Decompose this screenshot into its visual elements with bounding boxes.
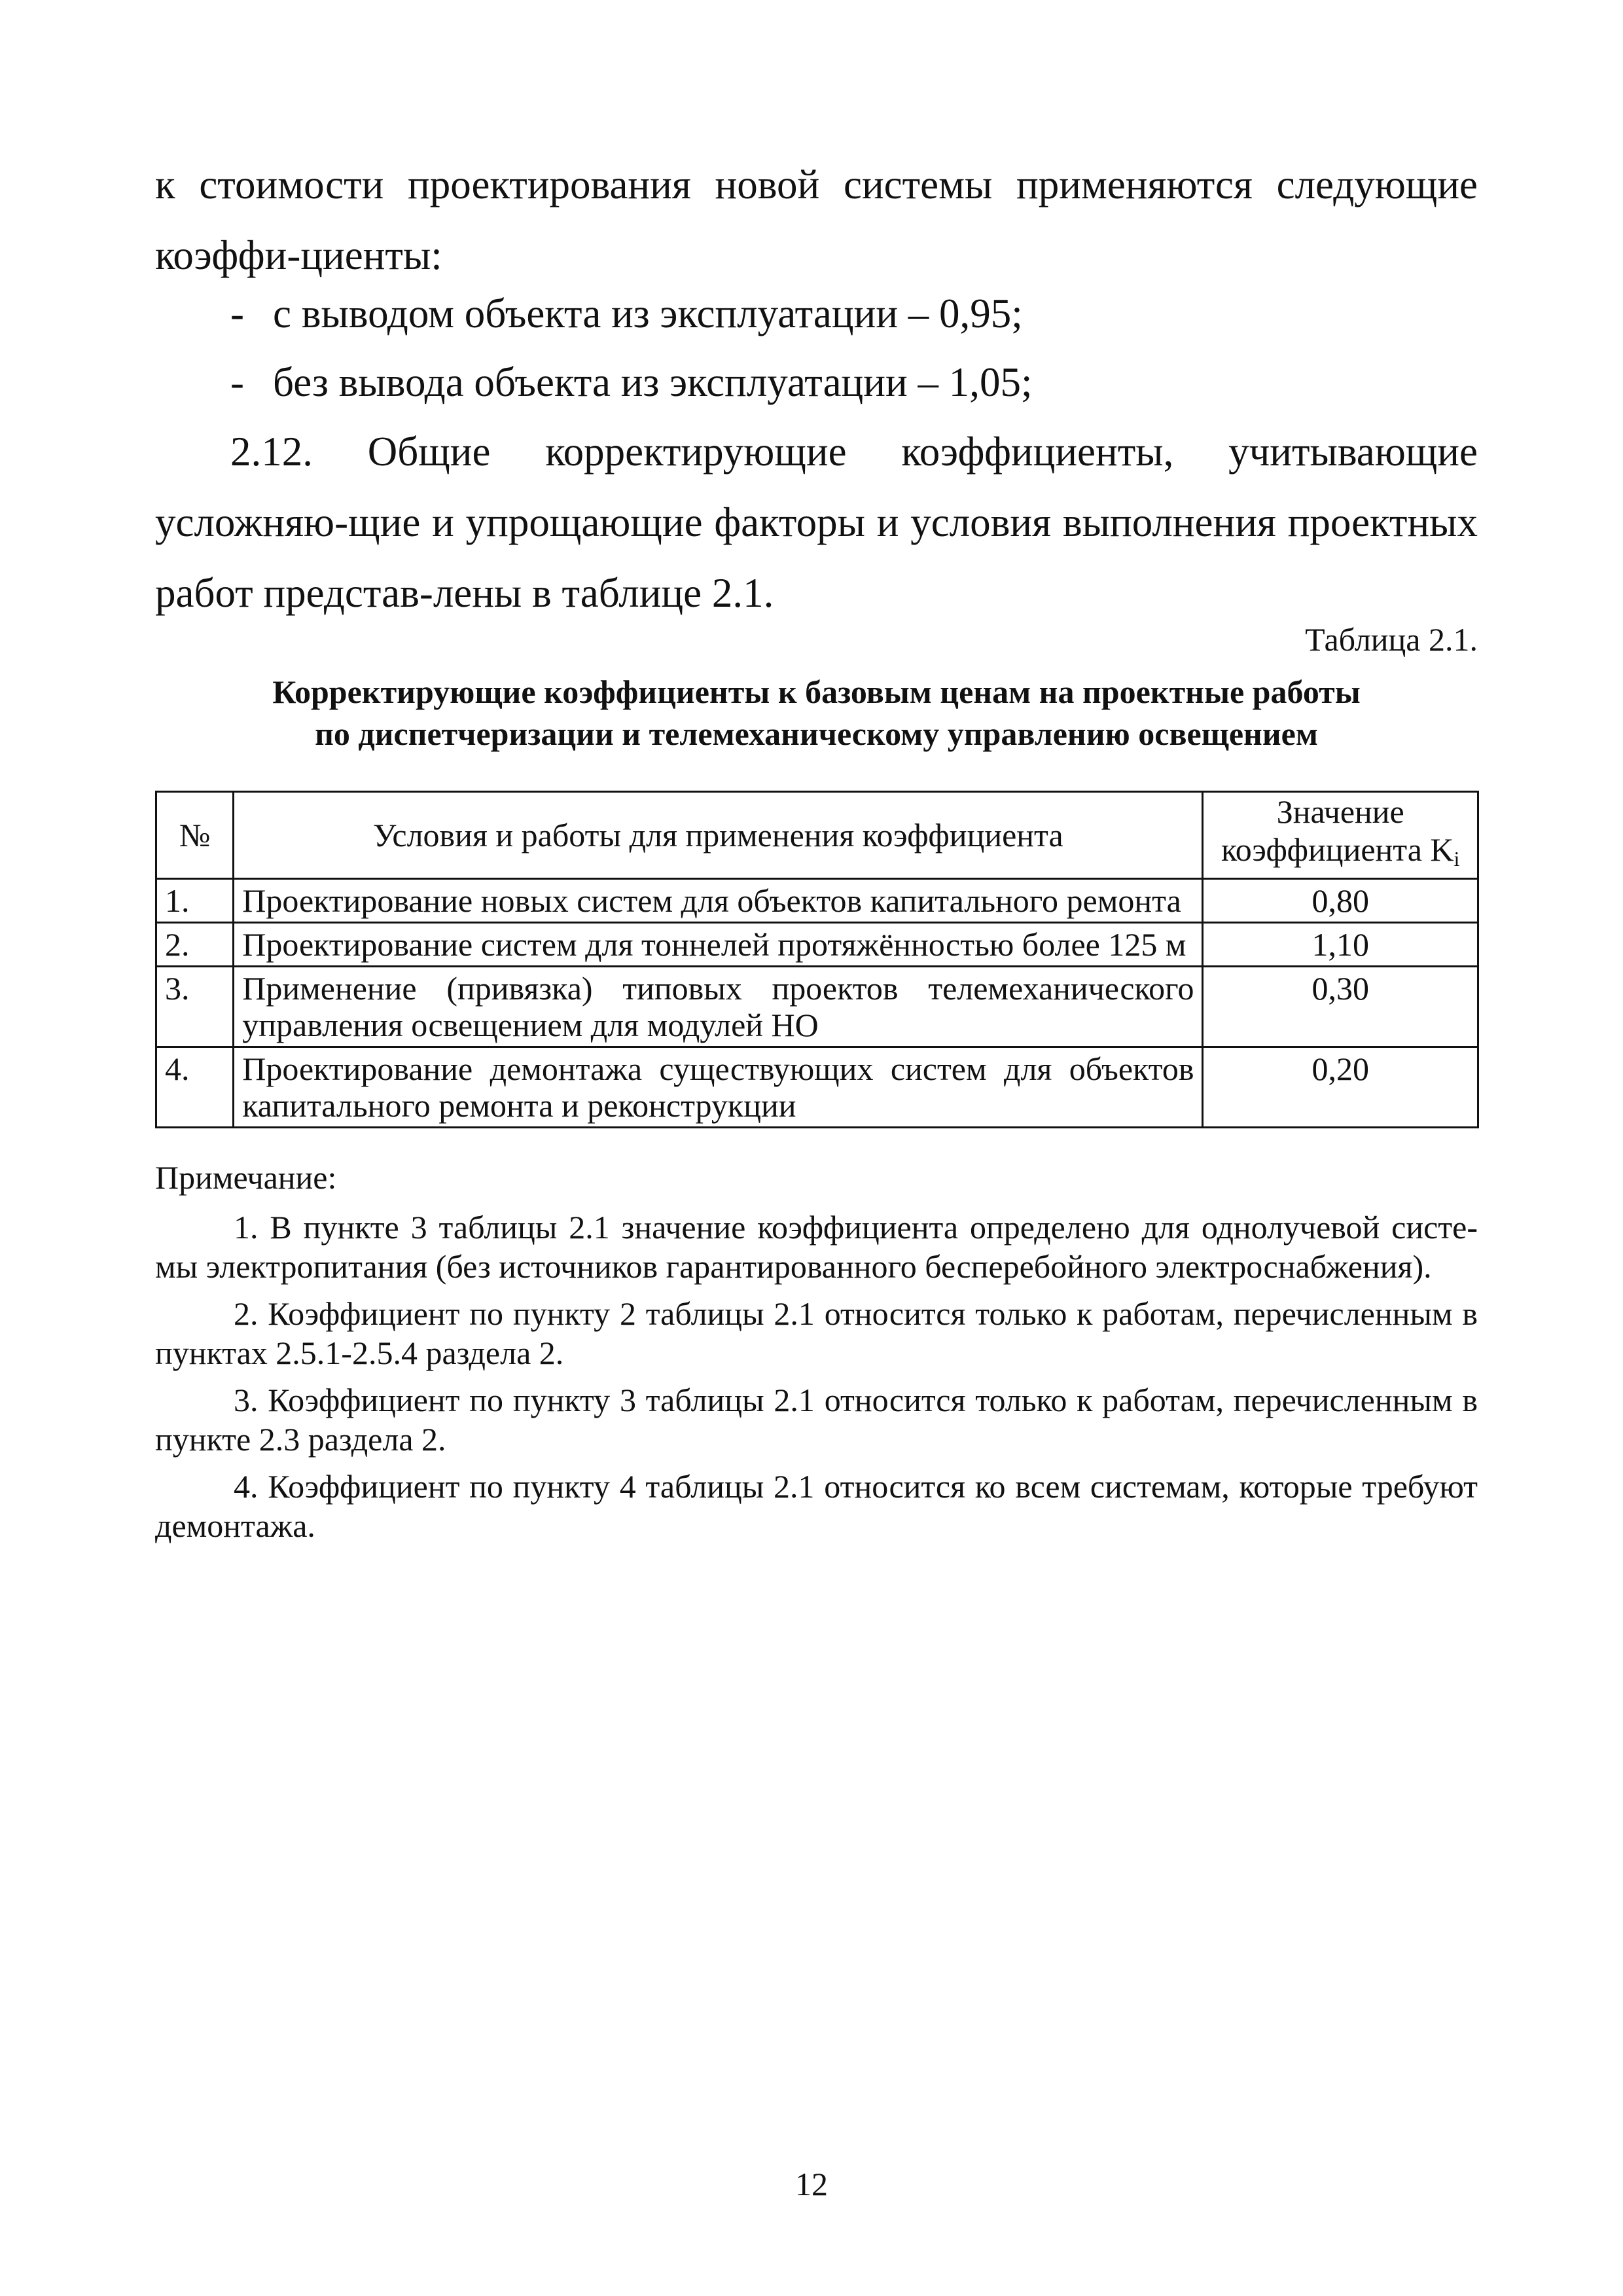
note-item: 4. Коэффициент по пункту 4 таблицы 2.1 относится ко всем системам, которые требуют демонтажа. [155,1468,1478,1544]
row-value: 0,20 [1203,1047,1478,1128]
row-num: 2. [156,923,234,967]
header-num: № [156,792,234,879]
row-conditions: Применение (привязка) типовых проектов телемеханического управления освещением для модулей НО [234,967,1203,1047]
table-label: Таблица 2.1. [1305,621,1478,658]
header-value-line: Значение [1276,793,1404,830]
row-value: 1,10 [1203,923,1478,967]
list-text: с выводом объекта из эксплуатации – 0,95; [273,291,1023,336]
row-conditions: Проектирование демонтажа существующих систем для объектов капитального ремонта и реконструкции [234,1047,1203,1128]
note-item: 3. Коэффициент по пункту 3 таблицы 2.1 относится только к работам, перечисленным в пункте 2.3 раздела 2. [155,1382,1478,1458]
paragraph-2-12: 2.12. Общие корректирующие коэффициенты, учитывающие усложняю-щие и упрощающие факторы и условия выполнения проектных работ представ-лены в таблице 2.1. [155,429,1478,616]
table-title [155,671,1478,755]
header-value-line [1211,831,1469,878]
row-value: 0,30 [1203,967,1478,1047]
header-value-text: коэффициента K [1221,831,1454,868]
table-header-row [156,792,1478,879]
table-row [156,923,1478,967]
note-item: 1. В пункте 3 таблицы 2.1 значение коэффициента определено для однолучевой систе-мы электропитания (без источников гарантированного бесперебойного электроснабжения). [155,1209,1478,1285]
table-row [156,967,1478,1047]
coefficients-table [155,791,1479,1128]
table-row [156,1047,1478,1128]
header-value-subscript: i [1454,847,1460,870]
list-dash: - [230,291,244,336]
row-num: 1. [156,879,234,923]
row-value: 0,80 [1203,879,1478,923]
intro-paragraph: к стоимости проектирования новой системы применяются следующие коэффи-циенты: [155,162,1478,278]
list-text: без вывода объекта из эксплуатации – 1,05; [273,359,1033,405]
note-item: 2. Коэффициент по пункту 2 таблицы 2.1 относится только к работам, перечисленным в пунктах 2.5.1-2.5.4 раздела 2. [155,1295,1478,1371]
header-value [1203,792,1478,879]
list-item [155,278,1478,349]
notes-list [155,1208,1478,1553]
list-dash: - [230,359,244,405]
note-title: Примечание: [155,1159,337,1196]
page-number: 12 [795,2166,828,2202]
list-item [155,347,1478,418]
table-row [156,879,1478,923]
row-conditions: Проектирование новых систем для объектов капитального ремонта [234,879,1203,923]
row-conditions: Проектирование систем для тоннелей протяжённостью более 125 м [234,923,1203,967]
table-title-line: по диспетчеризации и телемеханическому управлению освещением [315,715,1318,752]
row-num: 4. [156,1047,234,1128]
header-conditions: Условия и работы для применения коэффициента [234,792,1203,879]
row-num: 3. [156,967,234,1047]
table-title-line: Корректирующие коэффициенты к базовым ценам на проектные работы [272,673,1361,710]
